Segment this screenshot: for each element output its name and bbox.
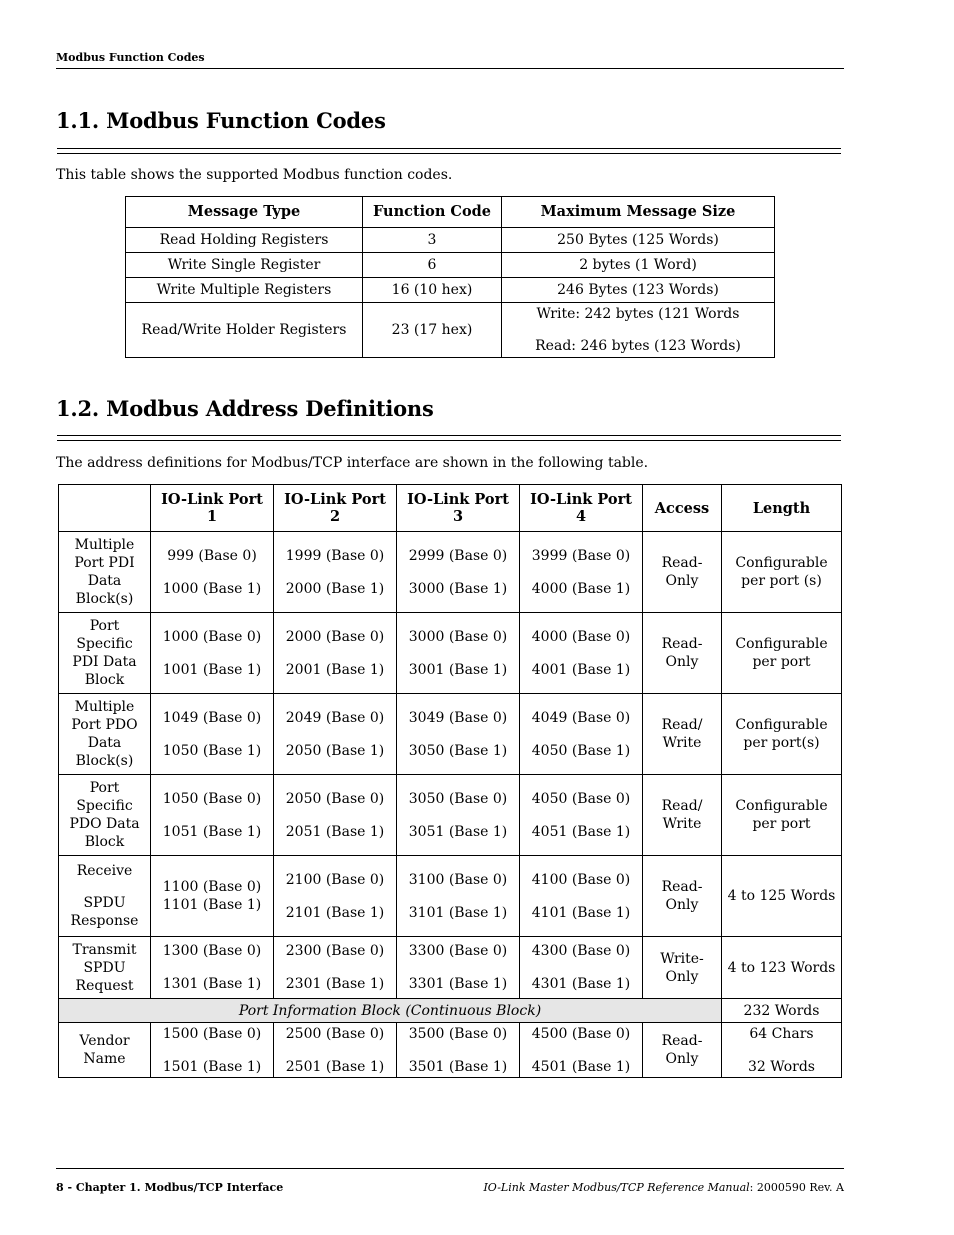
cell: 2050 (Base 0) 2051 (Base 1) — [274, 775, 397, 856]
table-row — [126, 253, 775, 278]
footer-manual-title: IO-Link Master Modbus/TCP Reference Manual — [483, 1181, 750, 1194]
cell: 3 — [363, 228, 502, 253]
section-title-function-codes: 1.1. Modbus Function Codes — [56, 108, 386, 133]
header-blank — [59, 485, 151, 532]
cell: 4300 (Base 0) 4301 (Base 1) — [520, 937, 643, 999]
address-definitions-table — [58, 484, 842, 1078]
header-port-1: IO-Link Port 1 — [151, 485, 274, 532]
table-row — [59, 775, 842, 856]
footer-rule — [56, 1168, 844, 1169]
cell: 1049 (Base 0) 1050 (Base 1) — [151, 694, 274, 775]
cell: 3300 (Base 0) 3301 (Base 1) — [397, 937, 520, 999]
header-port-4: IO-Link Port 4 — [520, 485, 643, 532]
cell: 2000 (Base 0) 2001 (Base 1) — [274, 613, 397, 694]
header-length: Length — [722, 485, 842, 532]
cell: 3999 (Base 0) 4000 (Base 1) — [520, 532, 643, 613]
cell: 2500 (Base 0) 2501 (Base 1) — [274, 1023, 397, 1078]
intro-address-definitions: The address definitions for Modbus/TCP interface are shown in the following table. — [56, 455, 649, 471]
length-cell: Configurable per port — [722, 775, 842, 856]
footer-manual-suffix: : 2000590 Rev. A — [749, 1181, 844, 1194]
table-row — [59, 532, 842, 613]
header-max-message-size: Maximum Message Size — [502, 197, 775, 228]
row-label: Receive SPDU Response — [59, 856, 151, 937]
cell: 23 (17 hex) — [363, 303, 502, 358]
access-cell: Read/ Write — [643, 694, 722, 775]
cell: 3050 (Base 0) 3051 (Base 1) — [397, 775, 520, 856]
row-label: Multiple Port PDO Data Block(s) — [59, 694, 151, 775]
header-port-2: IO-Link Port 2 — [274, 485, 397, 532]
cell: 1300 (Base 0) 1301 (Base 1) — [151, 937, 274, 999]
cell: Write Single Register — [126, 253, 363, 278]
table-row — [59, 937, 842, 999]
size-write: Write: 242 bytes (121 Words — [536, 306, 740, 322]
length-cell: 4 to 125 Words — [722, 856, 842, 937]
header-message-type: Message Type — [126, 197, 363, 228]
footer-chapter: 8 - Chapter 1. Modbus/TCP Interface — [56, 1181, 284, 1194]
cell: Read/Write Holder Registers — [126, 303, 363, 358]
row-label: Port Specific PDO Data Block — [59, 775, 151, 856]
header-access: Access — [643, 485, 722, 532]
length-cell: Configurable per port(s) — [722, 694, 842, 775]
cell: 1999 (Base 0) 2000 (Base 1) — [274, 532, 397, 613]
access-cell: Read-Only — [643, 613, 722, 694]
access-cell: Read-Only — [643, 532, 722, 613]
length-cell: Configurable per port — [722, 613, 842, 694]
length-cell: Configurable per port (s) — [722, 532, 842, 613]
cell — [502, 303, 775, 358]
size-read: Read: 246 bytes (123 Words) — [535, 338, 741, 354]
length-cell: 64 Chars 32 Words — [722, 1023, 842, 1078]
cell: 3000 (Base 0) 3001 (Base 1) — [397, 613, 520, 694]
cell: 4500 (Base 0) 4501 (Base 1) — [520, 1023, 643, 1078]
section-rule — [57, 148, 841, 154]
header-rule — [56, 68, 844, 69]
cell: 1000 (Base 0) 1001 (Base 1) — [151, 613, 274, 694]
cell: 2100 (Base 0) 2101 (Base 1) — [274, 856, 397, 937]
length-cell: 4 to 123 Words — [722, 937, 842, 999]
cell: 2300 (Base 0) 2301 (Base 1) — [274, 937, 397, 999]
cell: 1500 (Base 0) 1501 (Base 1) — [151, 1023, 274, 1078]
row-label: Vendor Name — [59, 1023, 151, 1078]
cell: 4000 (Base 0) 4001 (Base 1) — [520, 613, 643, 694]
cell: 2999 (Base 0) 3000 (Base 1) — [397, 532, 520, 613]
cell: 246 Bytes (123 Words) — [502, 278, 775, 303]
cell: Read Holding Registers — [126, 228, 363, 253]
table-row — [59, 856, 842, 937]
cell: 4100 (Base 0) 4101 (Base 1) — [520, 856, 643, 937]
cell: 3500 (Base 0) 3501 (Base 1) — [397, 1023, 520, 1078]
header-port-3: IO-Link Port 3 — [397, 485, 520, 532]
table-row — [59, 613, 842, 694]
cell: 999 (Base 0) 1000 (Base 1) — [151, 532, 274, 613]
cell: 250 Bytes (125 Words) — [502, 228, 775, 253]
access-cell: Read-Only — [643, 856, 722, 937]
footer-manual — [483, 1181, 844, 1194]
table-row — [59, 1023, 842, 1078]
section-title-address-definitions: 1.2. Modbus Address Definitions — [56, 396, 434, 421]
row-label: Multiple Port PDI Data Block(s) — [59, 532, 151, 613]
table-row — [126, 278, 775, 303]
port-information-block: Port Information Block (Continuous Block) — [59, 999, 722, 1023]
access-cell: Read-Only — [643, 1023, 722, 1078]
header-function-code: Function Code — [363, 197, 502, 228]
cell: 3100 (Base 0) 3101 (Base 1) — [397, 856, 520, 937]
cell: 4049 (Base 0) 4050 (Base 1) — [520, 694, 643, 775]
access-cell: Read/ Write — [643, 775, 722, 856]
function-codes-table — [125, 196, 775, 358]
table-row — [59, 694, 842, 775]
section-rule — [57, 435, 841, 441]
table-row — [126, 303, 775, 358]
cell: 1100 (Base 0) 1101 (Base 1) — [151, 856, 274, 937]
cell: 16 (10 hex) — [363, 278, 502, 303]
cell: Write Multiple Registers — [126, 278, 363, 303]
cell: 3049 (Base 0) 3050 (Base 1) — [397, 694, 520, 775]
length-cell: 232 Words — [722, 999, 842, 1023]
cell: 6 — [363, 253, 502, 278]
cell: 2049 (Base 0) 2050 (Base 1) — [274, 694, 397, 775]
access-cell: Write-Only — [643, 937, 722, 999]
table-row — [59, 999, 842, 1023]
intro-function-codes: This table shows the supported Modbus function codes. — [56, 167, 453, 183]
table-row — [126, 228, 775, 253]
cell: 1050 (Base 0) 1051 (Base 1) — [151, 775, 274, 856]
running-head: Modbus Function Codes — [56, 51, 205, 64]
row-label: Port Specific PDI Data Block — [59, 613, 151, 694]
cell: 4050 (Base 0) 4051 (Base 1) — [520, 775, 643, 856]
row-label: Transmit SPDU Request — [59, 937, 151, 999]
cell: 2 bytes (1 Word) — [502, 253, 775, 278]
